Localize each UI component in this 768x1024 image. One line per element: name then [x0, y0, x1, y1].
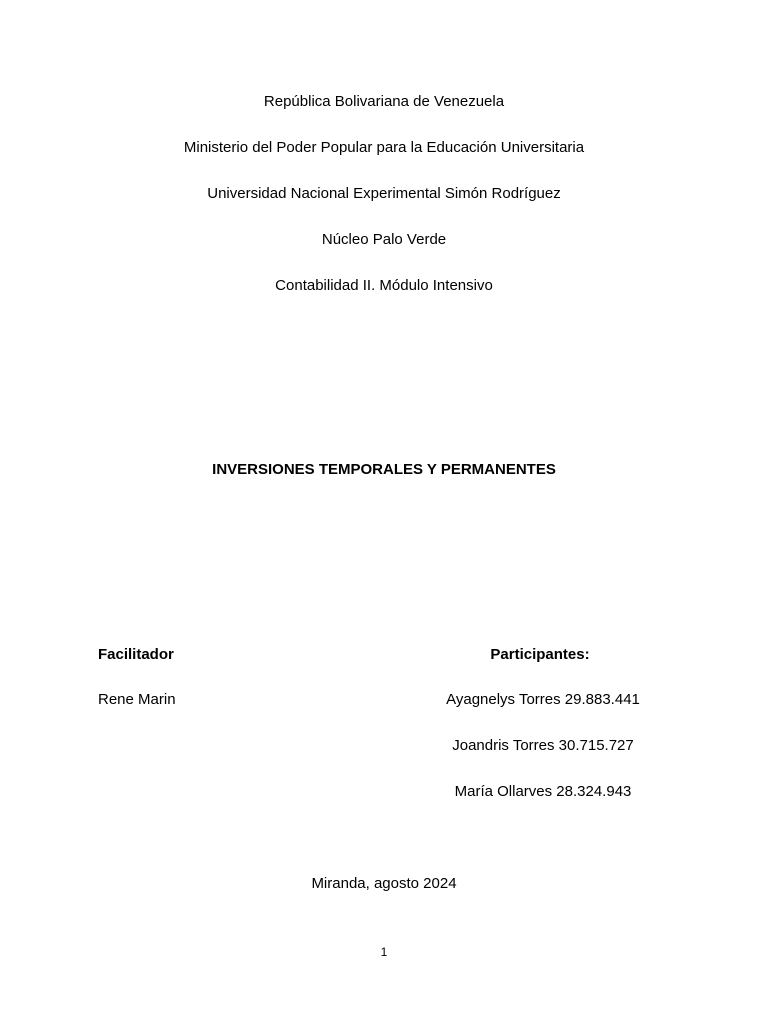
facilitator-label: Facilitador [98, 646, 174, 663]
page-number: 1 [380, 945, 388, 959]
header-ministry: Ministerio del Poder Popular para la Educación Universitaria [183, 139, 585, 156]
header-course: Contabilidad II. Módulo Intensivo [275, 277, 493, 294]
document-title: INVERSIONES TEMPORALES Y PERMANENTES [212, 461, 556, 478]
header-campus: Núcleo Palo Verde [321, 231, 447, 248]
participant-2: Joandris Torres 30.715.727 [452, 737, 634, 754]
participant-3: María Ollarves 28.324.943 [454, 783, 632, 800]
header-republic: República Bolivariana de Venezuela [263, 93, 505, 110]
participants-label: Participantes: [490, 646, 590, 663]
header-university: Universidad Nacional Experimental Simón Rodríguez [207, 185, 561, 202]
participant-1: Ayagnelys Torres 29.883.441 [446, 691, 640, 708]
place-date: Miranda, agosto 2024 [311, 875, 457, 892]
facilitator-name: Rene Marin [98, 691, 176, 708]
